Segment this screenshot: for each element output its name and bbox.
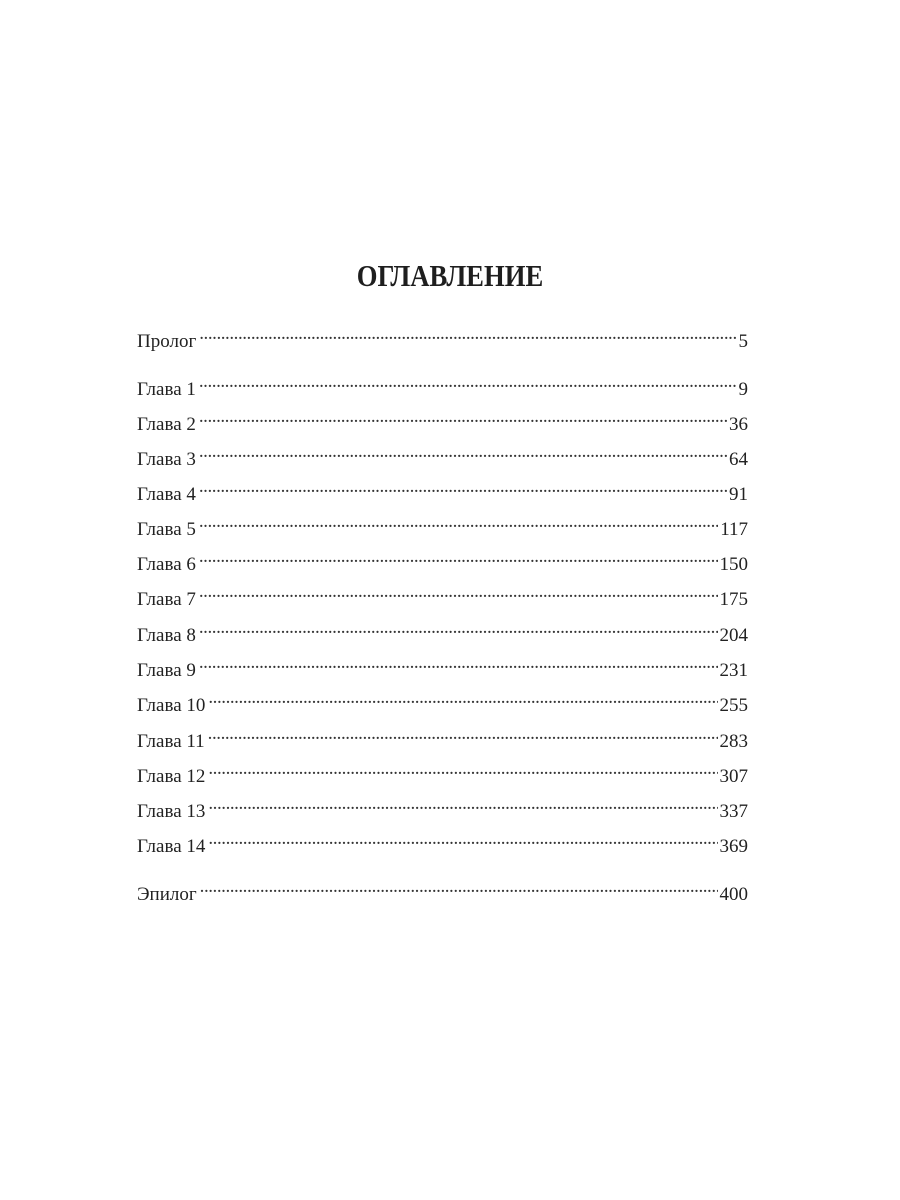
toc-entry-page: 117 <box>720 519 748 540</box>
toc-entry-label: Глава 1 <box>137 379 196 400</box>
toc-entry-chapter-14 <box>137 826 748 857</box>
toc-entry-label: Глава 7 <box>137 589 196 610</box>
dot-leader <box>208 721 718 747</box>
dot-leader <box>208 685 717 711</box>
dot-leader <box>199 369 737 395</box>
toc-entry-page: 369 <box>719 836 748 857</box>
toc-entry-label: Глава 3 <box>137 449 196 470</box>
dot-leader <box>199 321 736 347</box>
toc-entry-epilogue <box>137 874 748 905</box>
toc-entry-label: Глава 6 <box>137 554 196 575</box>
dot-leader <box>199 439 727 465</box>
toc-entry-chapter-4 <box>137 474 748 505</box>
dot-leader <box>199 404 727 430</box>
toc-entry-prologue <box>137 321 748 352</box>
page-title: ОГЛАВЛЕНИЕ <box>356 258 544 293</box>
toc-entry-label: Глава 11 <box>137 731 205 752</box>
dot-leader <box>199 474 727 500</box>
toc-entry-page: 400 <box>719 884 748 905</box>
toc-entry-chapter-10 <box>137 685 748 716</box>
toc-entry-page: 307 <box>719 766 748 787</box>
toc-entry-chapter-8 <box>137 615 748 646</box>
toc-entry-page: 91 <box>729 484 748 505</box>
toc-entry-label: Глава 8 <box>137 625 196 646</box>
toc-entry-page: 231 <box>719 660 748 681</box>
toc-entry-chapter-12 <box>137 756 748 787</box>
toc-entry-page: 36 <box>729 414 748 435</box>
toc-entry-chapter-7 <box>137 579 748 610</box>
toc-entry-chapter-2 <box>137 404 748 435</box>
toc-entry-page: 64 <box>729 449 748 470</box>
toc-entry-chapter-3 <box>137 439 748 470</box>
dot-leader <box>199 650 718 676</box>
toc-entry-chapter-13 <box>137 791 748 822</box>
dot-leader <box>199 579 718 605</box>
toc-entry-page: 283 <box>719 731 748 752</box>
toc-entry-label: Глава 13 <box>137 801 206 822</box>
toc-entry-page: 255 <box>719 695 748 716</box>
toc-entry-label: Глава 5 <box>137 519 196 540</box>
toc-entry-chapter-9 <box>137 650 748 681</box>
toc-entry-page: 5 <box>738 331 748 352</box>
dot-leader <box>199 544 718 570</box>
toc-entry-label: Глава 9 <box>137 660 196 681</box>
toc-entry-chapter-1 <box>137 369 748 400</box>
toc-entry-chapter-6 <box>137 544 748 575</box>
toc-entry-label: Пролог <box>137 331 197 352</box>
toc-entry-page: 337 <box>719 801 748 822</box>
toc-entry-page: 175 <box>719 589 748 610</box>
toc-entry-page: 204 <box>719 625 748 646</box>
dot-leader <box>208 791 717 817</box>
toc-entry-label: Глава 10 <box>137 695 206 716</box>
toc-entry-label: Глава 14 <box>137 836 206 857</box>
dot-leader <box>200 874 718 900</box>
toc-entry-label: Глава 2 <box>137 414 196 435</box>
dot-leader <box>208 826 717 852</box>
toc-entry-chapter-5 <box>137 509 748 540</box>
dot-leader <box>199 615 718 641</box>
dot-leader <box>208 756 717 782</box>
toc-entry-label: Эпилог <box>137 884 197 905</box>
toc-entry-page: 150 <box>719 554 748 575</box>
dot-leader <box>199 509 718 535</box>
toc-entry-label: Глава 12 <box>137 766 206 787</box>
toc-entry-chapter-11 <box>137 721 748 752</box>
toc-entry-label: Глава 4 <box>137 484 196 505</box>
toc-entry-page: 9 <box>738 379 748 400</box>
